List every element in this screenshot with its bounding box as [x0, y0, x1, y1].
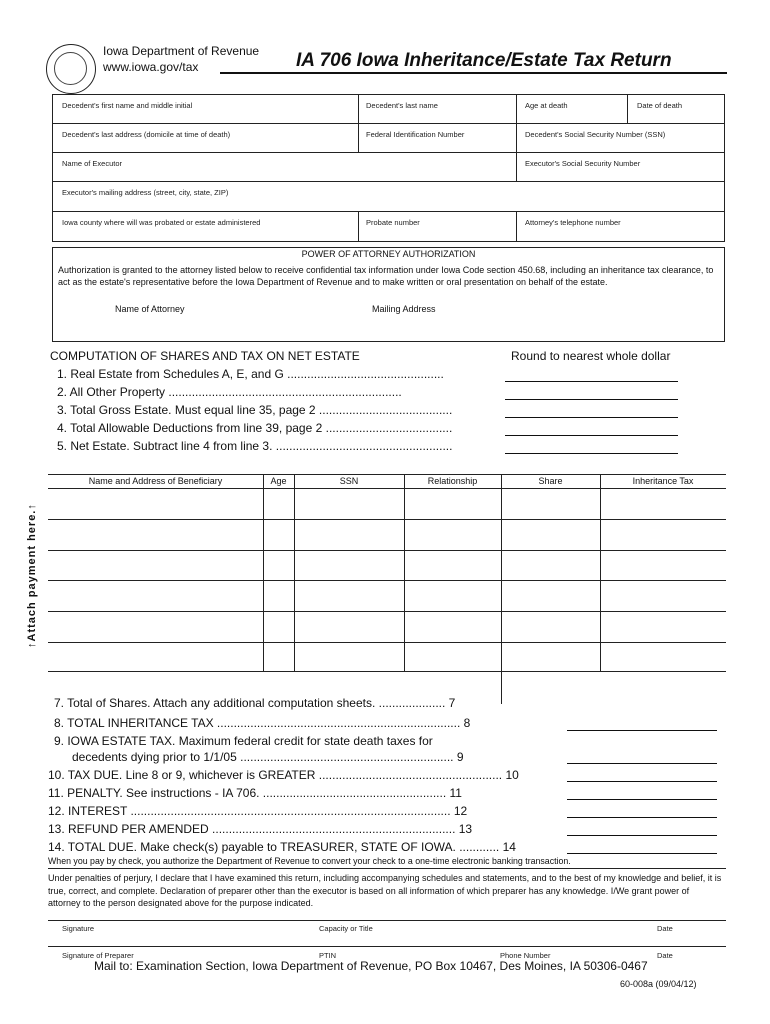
- decedent-ssn-field[interactable]: Decedent's Social Security Number (SSN): [525, 130, 666, 139]
- executor-ssn-field[interactable]: Executor's Social Security Number: [525, 159, 641, 168]
- computation-line-5-label: 5. Net Estate. Subtract line 4 from line 3. .....................................................: [57, 439, 453, 453]
- col-header-relationship: Relationship: [427, 476, 478, 486]
- computation-line-4-label: 4. Total Allowable Deductions from line 39, page 2 ......................................: [57, 421, 453, 435]
- decedent-last-name-field[interactable]: Decedent's last name: [366, 101, 438, 110]
- computation-line-5-input[interactable]: [505, 453, 678, 454]
- perjury-declaration: Under penalties of perjury, I declare that I have examined this return, including accompanying schedules and statements, and to the best of my knowledge and belief, it is true, correct, and complete. Declaration of preparer other than the executor is based on all information of which preparer has any knowledge. I/We grant power of attorney to the person designated above for the purpose indicated.: [48, 873, 722, 908]
- line-9b-label: decedents dying prior to 1/1/05 ................................................................ 9: [72, 750, 464, 764]
- line-13-label: 13. REFUND PER AMENDED ......................................................................... 13: [48, 822, 473, 836]
- probate-number-field[interactable]: Probate number: [366, 218, 420, 227]
- preparer-date-field[interactable]: Date: [657, 951, 673, 960]
- col-header-ssn: SSN: [339, 476, 359, 486]
- attorney-address-field[interactable]: Mailing Address: [372, 304, 436, 314]
- line-12-label: 12. INTEREST ................................................................................................ 12: [48, 804, 468, 818]
- check-conversion-note: When you pay by check, you authorize the Department of Revenue to convert your check to a one-time electronic banking transaction.: [48, 856, 571, 866]
- title-rule: [220, 72, 727, 74]
- executor-name-field[interactable]: Name of Executor: [62, 159, 123, 168]
- county-field[interactable]: Iowa county where will was probated or estate administered: [62, 218, 261, 227]
- round-note: Round to nearest whole dollar: [511, 349, 671, 363]
- computation-line-1-input[interactable]: [505, 381, 678, 382]
- computation-line-3-label: 3. Total Gross Estate. Must equal line 35, page 2 ........................................: [57, 403, 453, 417]
- line-11-input[interactable]: [567, 799, 717, 800]
- attorney-name-field[interactable]: Name of Attorney: [115, 304, 185, 314]
- age-at-death-field[interactable]: Age at death: [525, 101, 568, 110]
- department-seal: [46, 44, 96, 94]
- ptin-field[interactable]: PTIN: [319, 951, 337, 960]
- poa-heading: POWER OF ATTORNEY AUTHORIZATION: [301, 249, 476, 259]
- phone-number-field[interactable]: Phone Number: [500, 951, 551, 960]
- computation-line-2-label: 2. All Other Property ......................................................................: [57, 385, 402, 399]
- decedent-address-field[interactable]: Decedent's last address (domicile at time of death): [62, 130, 231, 139]
- form-title: IA 706 Iowa Inheritance/Estate Tax Return: [296, 50, 672, 71]
- decedent-first-name-field[interactable]: Decedent's first name and middle initial: [62, 101, 193, 110]
- col-header-inheritance-tax: Inheritance Tax: [632, 476, 694, 486]
- line-14-input[interactable]: [567, 853, 717, 854]
- line-10-input[interactable]: [567, 781, 717, 782]
- line-9a-label: 9. IOWA ESTATE TAX. Maximum federal credit for state death taxes for: [54, 734, 433, 748]
- computation-line-2-input[interactable]: [505, 399, 678, 400]
- capacity-field[interactable]: Capacity or Title: [319, 924, 373, 933]
- attorney-phone-field[interactable]: Attorney's telephone number: [525, 218, 621, 227]
- executor-address-field[interactable]: Executor's mailing address (street, city, state, ZIP): [62, 188, 229, 197]
- poa-section: [52, 247, 725, 342]
- line-7-label: 7. Total of Shares. Attach any additional computation sheets. .................... 7: [54, 696, 456, 710]
- line-10-label: 10. TAX DUE. Line 8 or 9, whichever is GREATER ....................................................... 10: [48, 768, 519, 782]
- computation-line-4-input[interactable]: [505, 435, 678, 436]
- attach-payment-note: ↑Attach payment here.↑: [26, 503, 38, 648]
- form-number: 60-008a (09/04/12): [620, 979, 697, 989]
- line-12-input[interactable]: [567, 817, 717, 818]
- line-11-label: 11. PENALTY. See instructions - IA 706. ....................................................... 11: [48, 786, 462, 800]
- agency-website[interactable]: www.iowa.gov/tax: [103, 60, 199, 74]
- poa-text: Authorization is granted to the attorney listed below to receive confidential tax information under Iowa Code section 450.68, including an inheritance tax clearance, to act as the estate's representative before the Iowa Department of Revenue and to make written or oral presentation on behalf of the estate.: [58, 265, 714, 287]
- computation-heading: COMPUTATION OF SHARES AND TAX ON NET ESTATE: [50, 349, 360, 363]
- agency-name: Iowa Department of Revenue: [103, 44, 260, 58]
- col-header-age: Age: [270, 476, 287, 486]
- signature-date-field[interactable]: Date: [657, 924, 673, 933]
- computation-line-3-input[interactable]: [505, 417, 678, 418]
- line-14-label: 14. TOTAL DUE. Make check(s) payable to TREASURER, STATE OF IOWA. ............ 14: [48, 840, 516, 854]
- federal-id-field[interactable]: Federal Identification Number: [366, 130, 465, 139]
- col-header-share: Share: [538, 476, 563, 486]
- line-8-label: 8. TOTAL INHERITANCE TAX ......................................................................... 8: [54, 716, 471, 730]
- col-header-name: Name and Address of Beneficiary: [88, 476, 223, 486]
- computation-line-1-label: 1. Real Estate from Schedules A, E, and G ...............................................: [57, 367, 444, 381]
- line-9-input[interactable]: [567, 763, 717, 764]
- mailing-address: Mail to: Examination Section, Iowa Department of Revenue, PO Box 10467, Des Moines, IA 50306-0467: [94, 959, 648, 973]
- preparer-signature-field[interactable]: Signature of Preparer: [62, 951, 134, 960]
- date-of-death-field[interactable]: Date of death: [637, 101, 683, 110]
- signature-field[interactable]: Signature: [62, 924, 95, 933]
- line-8-input[interactable]: [567, 730, 717, 731]
- line-13-input[interactable]: [567, 835, 717, 836]
